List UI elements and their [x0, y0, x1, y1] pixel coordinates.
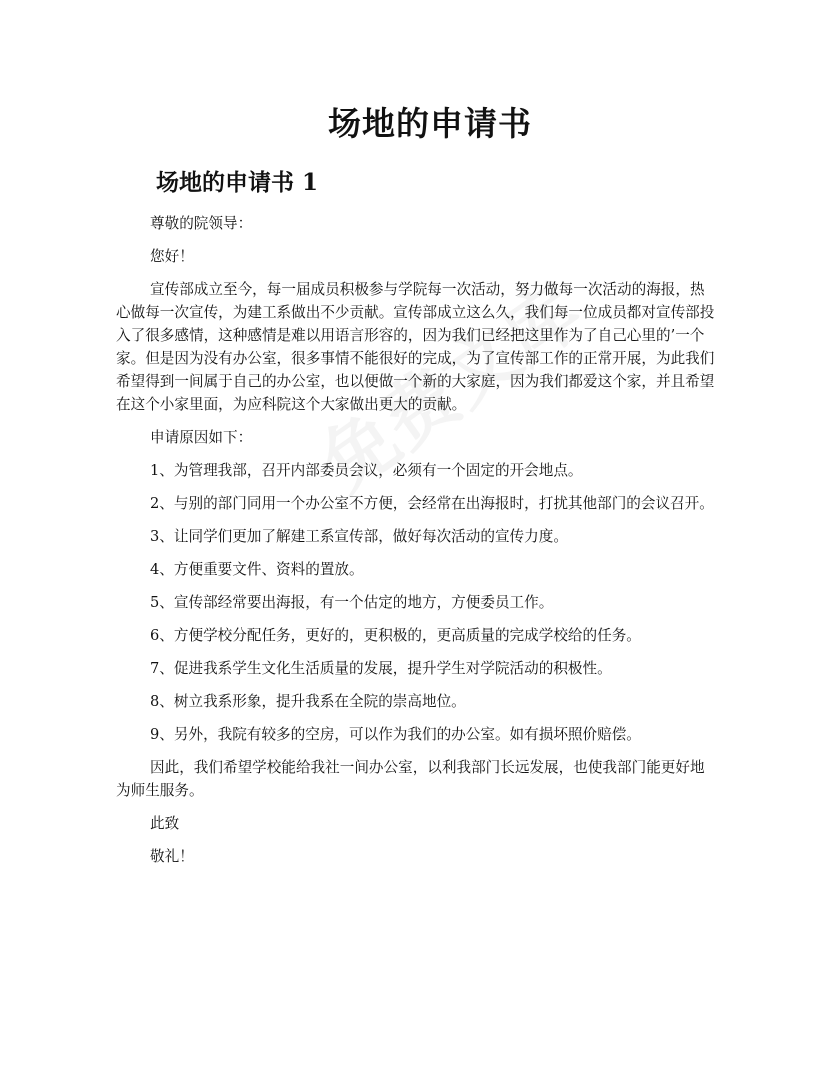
closing-line: 此致 — [150, 815, 180, 832]
document-body — [116, 212, 716, 878]
reason-item: 9、另外，我院有较多的空房，可以作为我们的办公室。如有损坏照价赔偿。 — [150, 726, 641, 743]
closing-salute: 敬礼！ — [150, 848, 194, 865]
reason-item: 6、方便学校分配任务，更好的，更积极的，更高质量的完成学校给的任务。 — [150, 627, 641, 644]
salutation: 尊敬的院领导： — [150, 215, 253, 232]
body-paragraph: 宣传部成立至今，每一届成员积极参与学院每一次活动，努力做每一次活动的海报，热心做每一次宣传，为建工系做出不少贡献。宣传部成立这么久，我们每一位成员都对宣传部投入了很多感情，这种感情是难以用语言形容的，因为我们已经把这里作为了自己心里的’一个家。但是因为没有办公室，很多事情不能很好的完成，为了宣传部工作的正常开展，为此我们希望得到一间属于自己的办公室，也以便做一个新的大家庭，因为我们都爱这个家，并且希望在这个小家里面，为应科院这个大家做出更大的贡献。 — [116, 281, 715, 413]
reason-item: 2、与别的部门同用一个办公室不方便，会经常在出海报时，打扰其他部门的会议召开。 — [150, 495, 714, 512]
reason-item: 4、方便重要文件、资料的置放。 — [150, 561, 364, 578]
reason-item: 7、促进我系学生文化生活质量的发展，提升学生对学院活动的积极性。 — [150, 660, 612, 677]
reason-item: 5、宣传部经常要出海报，有一个估定的地方，方便委员工作。 — [150, 594, 554, 611]
conclusion-paragraph: 因此，我们希望学校能给我社一间办公室，以利我部门长远发展，也使我部门能更好地为师生服务。 — [116, 759, 705, 799]
reasons-intro: 申请原因如下： — [150, 429, 253, 446]
reason-item: 1、为管理我部，召开内部委员会议，必须有一个固定的开会地点。 — [150, 462, 583, 479]
reason-item: 8、树立我系形象，提升我系在全院的崇高地位。 — [150, 693, 466, 710]
document-title: 场地的申请书 — [328, 104, 532, 143]
greeting: 您好！ — [150, 248, 194, 265]
section-heading: 场地的申请书 1 — [156, 169, 319, 196]
reason-item: 3、让同学们更加了解建工系宣传部，做好每次活动的宣传力度。 — [150, 528, 568, 545]
